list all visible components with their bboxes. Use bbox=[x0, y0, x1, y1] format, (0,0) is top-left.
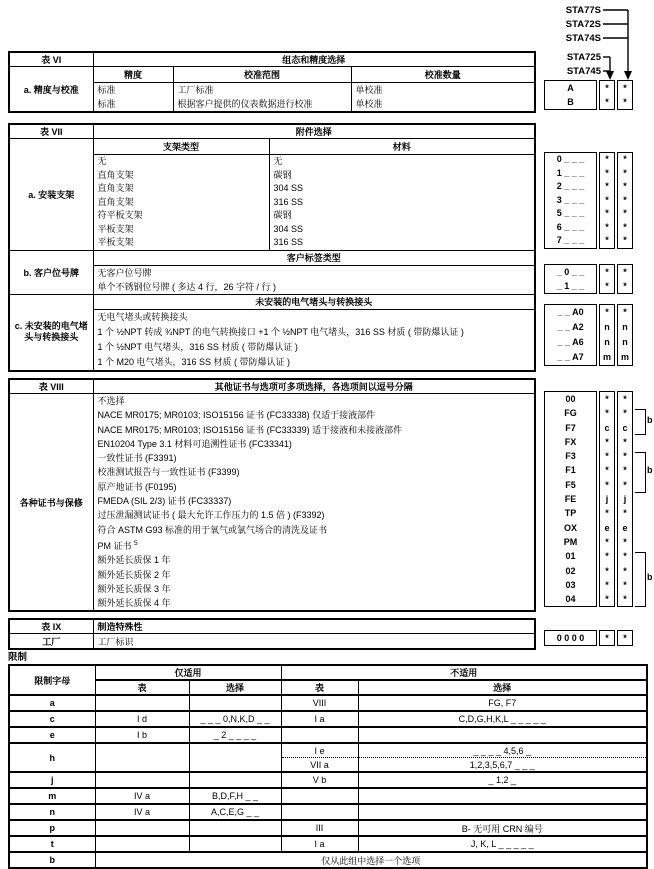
mark: m bbox=[620, 352, 629, 362]
mark: * bbox=[623, 154, 627, 164]
restriction-choice: _ 2 _ _ _ _ bbox=[189, 727, 281, 743]
option-column-bracket-type bbox=[93, 155, 269, 251]
restriction-row bbox=[9, 852, 647, 868]
option-line: 1 个 M20 电气堵头，316 SS 材质 ( 带防爆认证 ) bbox=[97, 356, 291, 367]
mark: * bbox=[605, 594, 609, 605]
code-label: _ _ A2 bbox=[557, 322, 584, 332]
bracket-label: b bbox=[647, 415, 653, 425]
mark: * bbox=[623, 436, 627, 447]
column-header-accuracy: 精度 bbox=[93, 67, 173, 83]
table-ix bbox=[8, 618, 536, 650]
restriction-table-ref: IV a bbox=[95, 788, 189, 804]
code-label-column bbox=[544, 630, 597, 646]
mark: * bbox=[605, 479, 609, 490]
mark-column bbox=[599, 264, 615, 294]
restriction-choice: J, K, L _ _ _ _ _ bbox=[358, 836, 647, 852]
group-bracket bbox=[635, 409, 646, 435]
mark-column bbox=[599, 391, 615, 607]
restriction-choice: FG, F7 bbox=[358, 695, 647, 711]
table-tag: 表 VII bbox=[9, 124, 93, 139]
code-label-column bbox=[544, 264, 597, 294]
mark: * bbox=[605, 83, 609, 93]
column-header-bracket-type: 支架类型 bbox=[93, 139, 269, 155]
option-line: 过压泄漏测试证书 ( 最大允许工作压力的 1.5 倍 ) (F3392) bbox=[97, 510, 325, 521]
code-label: F7 bbox=[565, 422, 576, 433]
mark: j bbox=[605, 494, 609, 505]
restriction-row bbox=[9, 788, 647, 804]
mark: * bbox=[623, 579, 627, 590]
option-line: 额外延长质保 1 年 bbox=[97, 555, 171, 566]
empty-cell bbox=[189, 695, 281, 711]
option-line: 标准 bbox=[97, 85, 116, 95]
code-label-column bbox=[544, 304, 597, 366]
sta-label: STA74S bbox=[565, 33, 601, 44]
mark: * bbox=[605, 508, 609, 519]
mark: * bbox=[623, 167, 627, 178]
column-header-plugs-adapters: 未安装的电气堵头与转换接头 bbox=[93, 294, 535, 309]
restriction-row bbox=[9, 711, 647, 727]
option-line: 无电气堵头或转换接头 bbox=[97, 311, 188, 322]
option-line: 304 SS bbox=[273, 223, 304, 234]
mark: e bbox=[622, 522, 628, 533]
mark: * bbox=[605, 181, 609, 191]
option-line: 平板支架 bbox=[97, 223, 134, 234]
table-title: 组态和精度选择 bbox=[93, 52, 535, 67]
option-line: 不选择 bbox=[97, 396, 125, 406]
empty-cell bbox=[358, 788, 647, 804]
connector-lines bbox=[603, 10, 628, 72]
sta-label: STA72S bbox=[565, 19, 601, 30]
option-line: 校准测试报告与一致性证书 (F3399) bbox=[97, 467, 240, 478]
restriction-row bbox=[9, 743, 647, 758]
restriction-choice: _ _ _ _ 4,5,6 _ bbox=[358, 743, 647, 758]
restriction-letter: b bbox=[9, 852, 95, 868]
mark-column bbox=[617, 264, 633, 294]
code-box-viii bbox=[544, 391, 633, 607]
restriction-row bbox=[9, 695, 647, 711]
restriction-table-ref: I d bbox=[95, 711, 189, 727]
code-label: F5 bbox=[565, 479, 576, 490]
column-header-material: 材料 bbox=[269, 139, 535, 155]
mark: c bbox=[622, 422, 628, 433]
code-label: 5 _ _ _ bbox=[556, 208, 585, 218]
empty-cell bbox=[189, 820, 281, 836]
empty-cell bbox=[95, 836, 189, 852]
empty-cell bbox=[358, 804, 647, 820]
sta-label: STA745 bbox=[566, 66, 601, 77]
empty-cell bbox=[189, 743, 281, 772]
option-line: FMEDA (SIL 2/3) 证书 (FC33337) bbox=[97, 496, 232, 507]
mark: * bbox=[605, 633, 609, 643]
option-column-cal-range bbox=[173, 83, 351, 113]
mark: * bbox=[605, 536, 609, 547]
restriction-row bbox=[9, 836, 647, 852]
mark: * bbox=[623, 465, 627, 476]
sta-connector-diagram bbox=[540, 0, 654, 82]
code-label: 03 bbox=[565, 579, 576, 590]
code-label: FX bbox=[564, 436, 577, 447]
code-label: 0 _ _ _ bbox=[556, 154, 585, 164]
restriction-letter: j bbox=[9, 772, 95, 788]
column-header-cal-qty: 校准数量 bbox=[351, 67, 535, 83]
code-label: _ _ A6 bbox=[557, 337, 584, 347]
code-label-column bbox=[544, 80, 597, 110]
option-line: 根据客户提供的仪表数据进行校准 bbox=[177, 99, 313, 109]
mark: * bbox=[623, 307, 627, 317]
group-bracket bbox=[635, 452, 646, 493]
option-line: 标准 bbox=[97, 99, 116, 109]
option-line: NACE MR0175; MR0103; ISO15156 证书 (FC33338) 仅适于接液部件 bbox=[97, 410, 376, 421]
mark: * bbox=[623, 235, 627, 245]
restriction-choice: B,D,F,H _ _ bbox=[189, 788, 281, 804]
code-box-table-vi bbox=[544, 80, 633, 110]
mark-column bbox=[599, 152, 615, 249]
group-bracket bbox=[635, 552, 646, 607]
option-line: 单校准 bbox=[355, 85, 383, 95]
code-label: OX bbox=[563, 522, 577, 533]
code-label: _ 0 _ _ bbox=[556, 267, 585, 277]
mark: * bbox=[623, 479, 627, 490]
empty-cell bbox=[95, 695, 189, 711]
code-label: 0 0 0 0 bbox=[556, 633, 585, 643]
restriction-choice: B- 无可用 CRN 编号 bbox=[358, 820, 647, 836]
option-line: 工厂标识 bbox=[93, 634, 535, 650]
column-header-cal-range: 校准范围 bbox=[173, 67, 351, 83]
code-label: 2 _ _ _ bbox=[556, 181, 585, 191]
option-line: 碳钢 bbox=[273, 210, 292, 220]
restriction-letter: t bbox=[9, 836, 95, 852]
table-tag: 表 IX bbox=[9, 619, 93, 634]
empty-cell bbox=[95, 743, 189, 772]
empty-cell bbox=[95, 772, 189, 788]
mark: * bbox=[605, 579, 609, 590]
code-label: 01 bbox=[565, 551, 576, 562]
mark: c bbox=[604, 422, 610, 433]
code-label: 04 bbox=[565, 594, 576, 605]
restriction-table-ref: I a bbox=[281, 711, 358, 727]
section-label: 工厂 bbox=[9, 634, 93, 650]
restriction-row bbox=[9, 772, 647, 788]
section-label: c. 未安装的电气堵头与转换接头 bbox=[9, 294, 93, 371]
code-label: _ _ A0 bbox=[557, 307, 584, 317]
code-label: 6 _ _ _ bbox=[556, 221, 585, 232]
table-title: 附件选择 bbox=[93, 124, 535, 139]
restriction-group-note: 仅从此组中选择一个选项 bbox=[95, 852, 647, 868]
mark: * bbox=[605, 408, 609, 419]
mark: * bbox=[623, 633, 627, 643]
mark: n bbox=[622, 322, 628, 332]
code-label: 00 bbox=[565, 394, 576, 404]
mark: * bbox=[623, 181, 627, 191]
empty-cell bbox=[281, 804, 358, 820]
table-vii bbox=[8, 123, 536, 372]
option-line: 平板支架 bbox=[97, 237, 134, 247]
option-line: 单校准 bbox=[355, 99, 383, 109]
restriction-letter: c bbox=[9, 711, 95, 727]
restriction-row bbox=[9, 804, 647, 820]
column-header-restriction-letter: 限制字母 bbox=[9, 665, 95, 695]
mark: n bbox=[604, 322, 610, 332]
footnote-marker: 5 bbox=[134, 539, 138, 547]
mark-column bbox=[599, 80, 615, 110]
mark: * bbox=[623, 594, 627, 605]
code-label: FG bbox=[564, 408, 577, 419]
mark: * bbox=[605, 551, 609, 562]
mark: * bbox=[623, 194, 627, 205]
option-line: 工厂标准 bbox=[177, 85, 214, 95]
mark: * bbox=[623, 267, 627, 277]
mark: * bbox=[605, 235, 609, 245]
option-column-tag bbox=[93, 265, 535, 294]
restriction-row bbox=[9, 727, 647, 743]
table-tag: 表 VI bbox=[9, 52, 93, 67]
mark: * bbox=[605, 167, 609, 178]
option-line: 原产地证书 (F0195) bbox=[97, 481, 177, 492]
mark-column bbox=[617, 152, 633, 249]
code-label: _ 1 _ _ bbox=[556, 281, 585, 291]
restriction-table-ref: I b bbox=[95, 727, 189, 743]
table-vi bbox=[8, 51, 536, 113]
restriction-table-ref: IV a bbox=[95, 804, 189, 820]
table-title: 其他证书与选项可多项选择，各选项间以逗号分隔 bbox=[93, 379, 535, 394]
mark: m bbox=[602, 352, 611, 362]
option-line: 304 SS bbox=[273, 183, 304, 193]
mark: * bbox=[623, 508, 627, 519]
empty-cell bbox=[281, 727, 358, 743]
restriction-table-ref: VII a bbox=[281, 758, 358, 773]
restriction-letter: p bbox=[9, 820, 95, 836]
option-column-material bbox=[269, 155, 535, 251]
mark: * bbox=[605, 221, 609, 232]
option-line: EN10204 Type 3.1 材料可追溯性证书 (FC33341) bbox=[97, 438, 292, 449]
column-header-table: 表 bbox=[95, 680, 189, 695]
mark: * bbox=[605, 451, 609, 462]
code-box-vii-a bbox=[544, 152, 633, 249]
mark: * bbox=[623, 83, 627, 93]
option-line: 额外延长质保 3 年 bbox=[97, 583, 171, 594]
code-label: PM bbox=[563, 536, 578, 547]
code-label-column bbox=[544, 391, 597, 607]
restriction-letter: m bbox=[9, 788, 95, 804]
column-header-tag-type: 客户标签类型 bbox=[93, 250, 535, 265]
empty-cell bbox=[358, 727, 647, 743]
restriction-table-ref: III bbox=[281, 820, 358, 836]
option-line: 单个不锈钢位号牌 ( 多达 4 行，26 字符 / 行 ) bbox=[97, 281, 277, 292]
option-line: 一致性证书 (F3391) bbox=[97, 453, 177, 464]
mark: n bbox=[622, 337, 628, 347]
option-column-accuracy bbox=[93, 83, 173, 113]
option-line: 316 SS bbox=[273, 237, 304, 247]
option-line-text: PM 证书 bbox=[97, 540, 132, 551]
restriction-table-ref: I e bbox=[281, 743, 358, 758]
mark: j bbox=[623, 494, 627, 505]
mark: * bbox=[605, 267, 609, 277]
mark: * bbox=[605, 436, 609, 447]
mark: * bbox=[605, 394, 609, 404]
bracket-label: b bbox=[647, 572, 653, 582]
restriction-table-ref: VIII bbox=[281, 695, 358, 711]
code-label: A bbox=[567, 83, 574, 93]
restriction-row bbox=[9, 820, 647, 836]
mark: * bbox=[623, 281, 627, 291]
option-line: 额外延长质保 4 年 bbox=[97, 598, 171, 609]
mark: * bbox=[605, 565, 609, 576]
mark-column bbox=[617, 391, 633, 607]
code-label: 7 _ _ _ bbox=[556, 235, 585, 245]
mark: e bbox=[604, 522, 610, 533]
code-label-column bbox=[544, 152, 597, 249]
column-header-choice: 选择 bbox=[189, 680, 281, 695]
column-header-not-applicable: 不适用 bbox=[281, 665, 647, 680]
mark: * bbox=[623, 208, 627, 218]
mark-column bbox=[617, 630, 633, 646]
option-line: 直角支架 bbox=[97, 169, 134, 180]
section-label: b. 客户位号牌 bbox=[9, 250, 93, 294]
mark: * bbox=[623, 451, 627, 462]
table-viii bbox=[8, 378, 536, 612]
restriction-letter: n bbox=[9, 804, 95, 820]
restriction-choice: A,C,E,G _ _ bbox=[189, 804, 281, 820]
restrictions-heading: 限制 bbox=[8, 652, 28, 663]
restriction-letter: a bbox=[9, 695, 95, 711]
code-label: 3 _ _ _ bbox=[556, 194, 585, 205]
sta-label: STA77S bbox=[565, 5, 601, 16]
empty-cell bbox=[189, 836, 281, 852]
option-line: 符合 ASTM G93 标准的用于氧气或氯气场合的清洗及证书 bbox=[97, 524, 328, 535]
option-line: NACE MR0175; MR0103; ISO15156 证书 (FC33339) 适于接液和未接液部件 bbox=[97, 424, 403, 435]
empty-cell bbox=[95, 820, 189, 836]
code-label: _ _ A7 bbox=[557, 352, 584, 362]
bracket-label: b bbox=[647, 465, 653, 475]
mark: * bbox=[623, 221, 627, 232]
mark: * bbox=[623, 97, 627, 107]
option-line: 无 bbox=[273, 156, 283, 166]
option-column-certificates bbox=[93, 394, 535, 612]
restriction-table-ref: I a bbox=[281, 836, 358, 852]
empty-cell bbox=[281, 788, 358, 804]
mark: * bbox=[605, 208, 609, 218]
option-line: 额外延长质保 2 年 bbox=[97, 569, 171, 580]
option-line: 直角支架 bbox=[97, 183, 134, 193]
option-line: 无 bbox=[97, 156, 107, 166]
mark-column bbox=[617, 304, 633, 366]
restriction-letter: h bbox=[9, 743, 95, 772]
section-label: a. 安装支架 bbox=[9, 139, 93, 251]
code-box-vii-b bbox=[544, 264, 633, 294]
restriction-table-ref: V b bbox=[281, 772, 358, 788]
option-line: 符平板支架 bbox=[97, 210, 143, 220]
code-label: B bbox=[567, 97, 574, 107]
mark: * bbox=[623, 394, 627, 404]
column-header-choice: 选择 bbox=[358, 680, 647, 695]
column-header-table: 表 bbox=[281, 680, 358, 695]
code-label: TP bbox=[564, 508, 577, 519]
option-line: 碳钢 bbox=[273, 169, 292, 180]
option-line bbox=[98, 537, 531, 553]
restrictions-table bbox=[8, 664, 648, 869]
section-label: 各种证书与保修 bbox=[9, 394, 93, 612]
mark-column bbox=[617, 80, 633, 110]
code-label: F1 bbox=[565, 465, 576, 476]
column-header-only-applicable: 仅适用 bbox=[95, 665, 281, 680]
mark: * bbox=[623, 408, 627, 419]
mark-column bbox=[599, 304, 615, 366]
option-line: 1 个 ½NPT 转成 ¾NPT 的电气转换接口 +1 个 ½NPT 电气堵头，316 SS 材质 ( 带防爆认证 ) bbox=[97, 326, 464, 337]
mark: * bbox=[605, 154, 609, 164]
restriction-choice: _ 1,2 _ bbox=[358, 772, 647, 788]
option-line: 316 SS bbox=[273, 196, 304, 207]
empty-cell bbox=[189, 772, 281, 788]
mark: * bbox=[605, 307, 609, 317]
code-label: 1 _ _ _ bbox=[556, 167, 585, 178]
down-arrow-icon bbox=[606, 71, 614, 80]
option-column-cal-qty bbox=[351, 83, 535, 113]
code-box-ix bbox=[544, 630, 633, 646]
sta-label: STA725 bbox=[566, 52, 601, 63]
mark: * bbox=[605, 194, 609, 205]
table-title: 制造特殊性 bbox=[93, 619, 535, 634]
option-column-plugs bbox=[93, 309, 535, 371]
mark: * bbox=[605, 97, 609, 107]
mark: * bbox=[605, 465, 609, 476]
mark: * bbox=[623, 565, 627, 576]
mark: * bbox=[605, 281, 609, 291]
code-label: FE bbox=[564, 494, 577, 505]
restriction-choice: C,D,G,H,K,L _ _ _ _ _ bbox=[358, 711, 647, 727]
table-tag: 表 VIII bbox=[9, 379, 93, 394]
option-line: 1 个 ½NPT 电气堵头，316 SS 材质 ( 带防爆认证 ) bbox=[97, 341, 298, 352]
mark-column bbox=[599, 630, 615, 646]
mark: * bbox=[623, 536, 627, 547]
option-line: 直角支架 bbox=[97, 196, 134, 207]
code-box-vii-c bbox=[544, 304, 633, 366]
option-line: 无客户位号牌 bbox=[97, 267, 152, 278]
down-arrow-icon bbox=[624, 71, 632, 80]
section-label: a. 精度与校准 bbox=[9, 67, 93, 113]
code-label: F3 bbox=[565, 451, 576, 462]
restriction-choice: _ _ _ 0,N,K,D _ _ bbox=[189, 711, 281, 727]
mark: * bbox=[623, 551, 627, 562]
restriction-letter: e bbox=[9, 727, 95, 743]
restriction-choice: 1,2,3,5,6,7 _ _ _ bbox=[358, 758, 647, 773]
code-label: 02 bbox=[565, 565, 576, 576]
mark: n bbox=[604, 337, 610, 347]
